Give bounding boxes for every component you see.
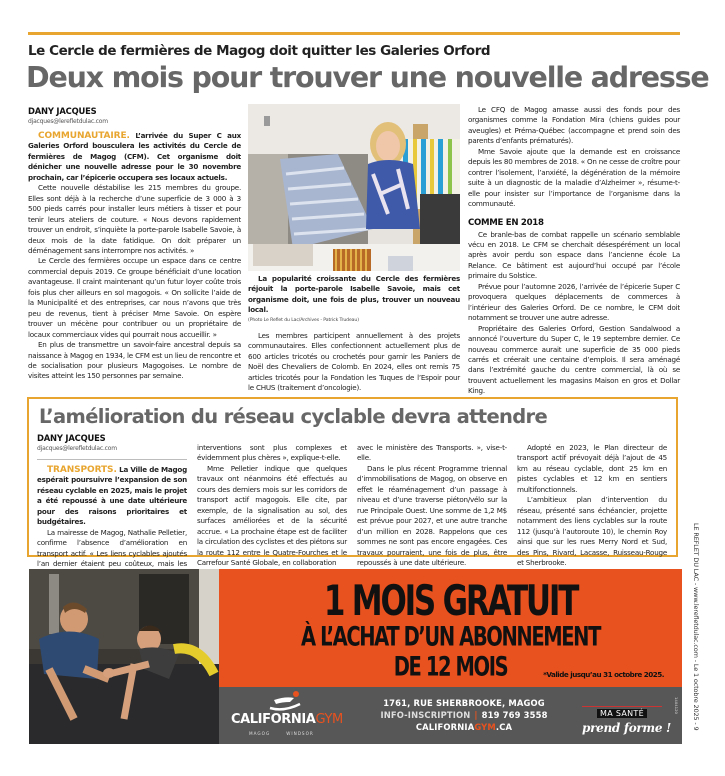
ad-subheadline-2: DE 12 MOIS xyxy=(393,651,508,683)
ad-offer-panel xyxy=(219,569,682,687)
ad-reference xyxy=(672,697,680,737)
paragraph: Le CFQ de Magog amasse aussi des fonds pour des organismes comme la Fondation Mira (chiens guides pour aveugles) et Préma-Québec (accompagne et prend soin des parents d’enfants prématurés). xyxy=(468,105,680,146)
woman-with-weaving-photo xyxy=(248,104,460,271)
divider xyxy=(37,459,187,460)
page-folio xyxy=(689,523,703,769)
ad-phone-row: INFO-INSCRIPTION | 819 769 3558 xyxy=(380,710,548,720)
paragraph: Dans le plus récent Programme triennal d’immobilisations de Magog, on observe en effet le réaménagement d’un passage à niveau et d’une traverse piéton/vélo sur la rue Principale Ouest. Une somme de 1,2 M$ est prévue pour 2027, et une autre tranche d’un million en 2028. Rappelons que ces sommes ne sont pas encore engagées. Ces travaux pourraient, une fois de plus, être repoussés à une date ultérieure. xyxy=(357,463,507,567)
paragraph: Les membres participent annuellement à des projets communautaires. Elles confectionnent actuellement plus de 600 articles tricotés ou crochetés pour garnir les Paniers de Noël des Chevaliers de Colomb. En 2024, elles ont remis 75 articles tricotés pour la Fondation les Tuques de l’Espoir pour le CHUS (traitement d’oncologie). xyxy=(248,330,460,393)
location-windsor: WINDSOR xyxy=(286,731,314,736)
paragraph: Adopté en 2023, le Plan directeur de transport actif prévoyait déjà l’ajout de 45 km au réseau cyclable, dont 25 km en pistes cyclables et 12 km en sentiers multifonctionnels. xyxy=(517,443,667,494)
article1-column-3 xyxy=(468,105,680,397)
article2-column-4 xyxy=(517,443,667,568)
ad-contact-block xyxy=(369,697,559,733)
ad-slogan xyxy=(582,701,672,735)
ad-headline: 1 MOIS GRATUIT xyxy=(323,577,578,626)
article2-headline: L’amélioration du réseau cyclable devra attendre xyxy=(39,405,548,428)
article2-column-2 xyxy=(197,443,347,568)
logo-name-text: CALIFORNIA xyxy=(231,712,316,727)
photo-credit: (Photo Le Reflet du Lac/Archives - Patrick Trudeau) xyxy=(248,317,359,323)
location-magog: MAGOG xyxy=(249,731,271,736)
lead-text: La Ville de Magog espérait poursuivre l’expansion de son réseau cyclable en 2025, mais le projet a été repoussé à une date ultérieure pour des raisons prioritaires et budgétaires. xyxy=(37,465,187,527)
ad-subheadline: À L’ACHAT D’UN ABONNEMENT xyxy=(301,621,600,653)
paragraph: avec le ministère des Transports. », vise-t-elle. xyxy=(357,443,507,463)
slogan-top: MA SANTÉ xyxy=(597,709,647,718)
article1-column-2 xyxy=(248,274,460,394)
ad-address: 1761, RUE SHERBROOKE, MAGOG xyxy=(383,698,545,708)
fitness-couple-photo xyxy=(29,569,219,744)
ad-info-panel xyxy=(219,687,682,744)
web-part-c: .CA xyxy=(495,722,513,732)
lead-paragraph xyxy=(28,131,241,183)
logo-gym-text: GYM xyxy=(315,712,343,727)
paragraph: Propriétaire des Galeries Orford, Gestion Sandalwood a annoncé l’ouverture du Super C, le 19 septembre dernier. Ce nouveau commerce aurait une superficie de 35 000 pieds carrés et créerait une centaine d’emplois. Il sera aménagé dans l’extrémité gauche du centre commercial, là où se trouvent actuellement les magasins Maison en gros et Dollar King. xyxy=(468,323,680,396)
article2-box xyxy=(27,397,678,569)
byline: DANY JACQUES xyxy=(37,433,106,443)
logo-locations xyxy=(231,731,339,736)
california-gym-logo xyxy=(231,690,341,742)
gym-advertisement[interactable] xyxy=(29,569,682,744)
paragraph: L’ambitieux plan d’intervention du réseau, présenté sans échéancier, projette notamment des liens cyclables sur la route 112 (jusqu’à l’autoroute 10), le chemin Roy ainsi que sur les rues Merry Nord et Sud, des Pins, Rivard, Lacasse, Ruisseau-Rouge et Sherbrooke. xyxy=(517,495,667,567)
section-tag: COMMUNAUTAIRE. xyxy=(38,131,130,141)
subhead: COMME EN 2018 xyxy=(468,217,544,228)
ad-validity-note: *Valide jusqu’au 31 octobre 2025. xyxy=(543,670,664,679)
article1-column-1 xyxy=(28,106,241,382)
folio-text: LE REFLET DU LAC - www.lerefletdulac.com - Le 1 octobre 2025 - 9 xyxy=(692,523,700,731)
article-headline: Deux mois pour trouver une nouvelle adresse xyxy=(26,61,709,94)
paragraph: Cette nouvelle déstabilise les 215 membres du groupe. Elles sont déjà à la recherche d’une superficie de 3 000 à 3 500 pieds carrés pour installer leurs métiers à tisser et pour tenir leurs ateliers de couture. « Nous devons rapidement trouver un endroit, s’inquiète la porte-parole Isabelle Savoie, à deux mois de la date fatidique. On doit préparer un déménagement sans interrompre nos activités. » xyxy=(28,183,241,255)
article2-column-1 xyxy=(37,433,187,580)
paragraph: Prévue pour l’automne 2026, l’arrivée de l’épicerie Super C provoquera quelques déplacements de commerces à l’intérieur des Galeries Orford. De ce nombre, le CFM doit notamment se trouver une autre adresse. xyxy=(468,281,680,323)
slogan-rule xyxy=(582,706,662,707)
byline: DANY JACQUES xyxy=(28,106,97,116)
ad-website[interactable] xyxy=(369,721,559,733)
paragraph: En plus de transmettre un savoir-faire ancestral depuis sa naissance à Magog en 1934, le CFM est un lieu de rencontre et de socialisation pour plusieurs Magogoises. Le nombre de visites atteint les 150 personnes par semaine. xyxy=(28,340,241,381)
info-label: INFO-INSCRIPTION xyxy=(380,710,471,720)
byline-email[interactable]: djacques@lerefletdulac.com xyxy=(37,445,117,452)
web-part-b: GYM xyxy=(474,722,496,732)
logo-wordmark xyxy=(231,712,343,727)
lead-paragraph xyxy=(37,465,187,528)
runner-logo-icon xyxy=(266,690,306,712)
web-part-a: CALIFORNIA xyxy=(415,722,475,732)
lead-text: L’arrivée du Super C aux Galeries Orford bousculera les activités du Cercle de fermières de Magog (CFM). Cet organisme doit dénicher une nouvelle adresse pour le 30 novembre prochain, car l’épicerie occupera ses locaux actuels. xyxy=(28,131,241,182)
photo-caption: La popularité croissante du Cercle des fermières réjouit la porte-parole Isabelle Savoie, mais cet organisme doit, une fois de plus, trouver un nouveau local. xyxy=(248,274,460,315)
paragraph: Le Cercle des fermières occupe un espace dans ce centre commercial depuis 2019. Ce groupe bénéficiait d’une location avantageuse. Il craint maintenant qu’un futur loyer coûte trois fois plus cher ailleurs en sol magogois. « On sollicite l’aide de la Municipalité et des entreprises, car nous n’avons que très peu de revenus, tient à préciser Mme Savoie. On espère trouver un mécène pour contribuer ou un propriétaire de locaux commerciaux vides qui pourrait nous accueillir. » xyxy=(28,256,241,339)
ad-photo xyxy=(29,569,219,744)
top-rule xyxy=(28,32,680,35)
paragraph: interventions sont plus complexes et évidemment plus chères », explique-t-elle. xyxy=(197,443,347,463)
byline-email[interactable]: djacques@lerefletdulac.com xyxy=(28,118,108,125)
paragraph: La mairesse de Magog, Nathalie Pelletier, confirme l’absence d’amélioration en transport actif. « Les liens cyclables ajoutés l’an dernier étaient peu coûteux, mais les xyxy=(37,527,187,569)
ad-reference-text: 1404120 xyxy=(674,697,679,714)
section-tag: TRANSPORTS. xyxy=(47,465,117,475)
paragraph: Ce branle-bas de combat rappelle un scénario semblable vécu en 2018. Le CFM se cherchait désespérément un local après avoir perdu son espace dans l’ancienne école La Relance. Ce bâtiment est aujourd’hui occupé par l’école primaire du Solstice. xyxy=(468,229,680,281)
paragraph: Mme Pelletier indique que quelques travaux ont néanmoins été effectués au cours des derniers mois sur les corridors de transport actif magogois. Elle cite, par exemple, de la signalisation au sol, des surfaces améliorées et de la sécurité accrue. « La prochaine étape est de faciliter la circulation des cyclistes et des piétons sur la route 112 entre le Quatre-Fourches et le Carrefour Santé Globale, en collaboration xyxy=(197,463,347,567)
slogan-script: prend forme ! xyxy=(582,721,672,735)
article-kicker: Le Cercle de fermières de Magog doit quitter les Galeries Orford xyxy=(28,43,491,59)
paragraph: Mme Savoie ajoute que la demande est en croissance depuis les 80 membres de 2018. « On ne cesse de croître pour contrer l’isolement, l’anxiété, la dégénération de la mémoire suite à un diagnostic de la maladie d’Alzheimer », résume-t-elle pour insister sur l’importance de l’organisme dans la communauté. xyxy=(468,146,680,209)
ad-phone[interactable]: 819 769 3558 xyxy=(481,710,548,720)
article-photo xyxy=(248,104,460,271)
article2-column-3 xyxy=(357,443,507,568)
